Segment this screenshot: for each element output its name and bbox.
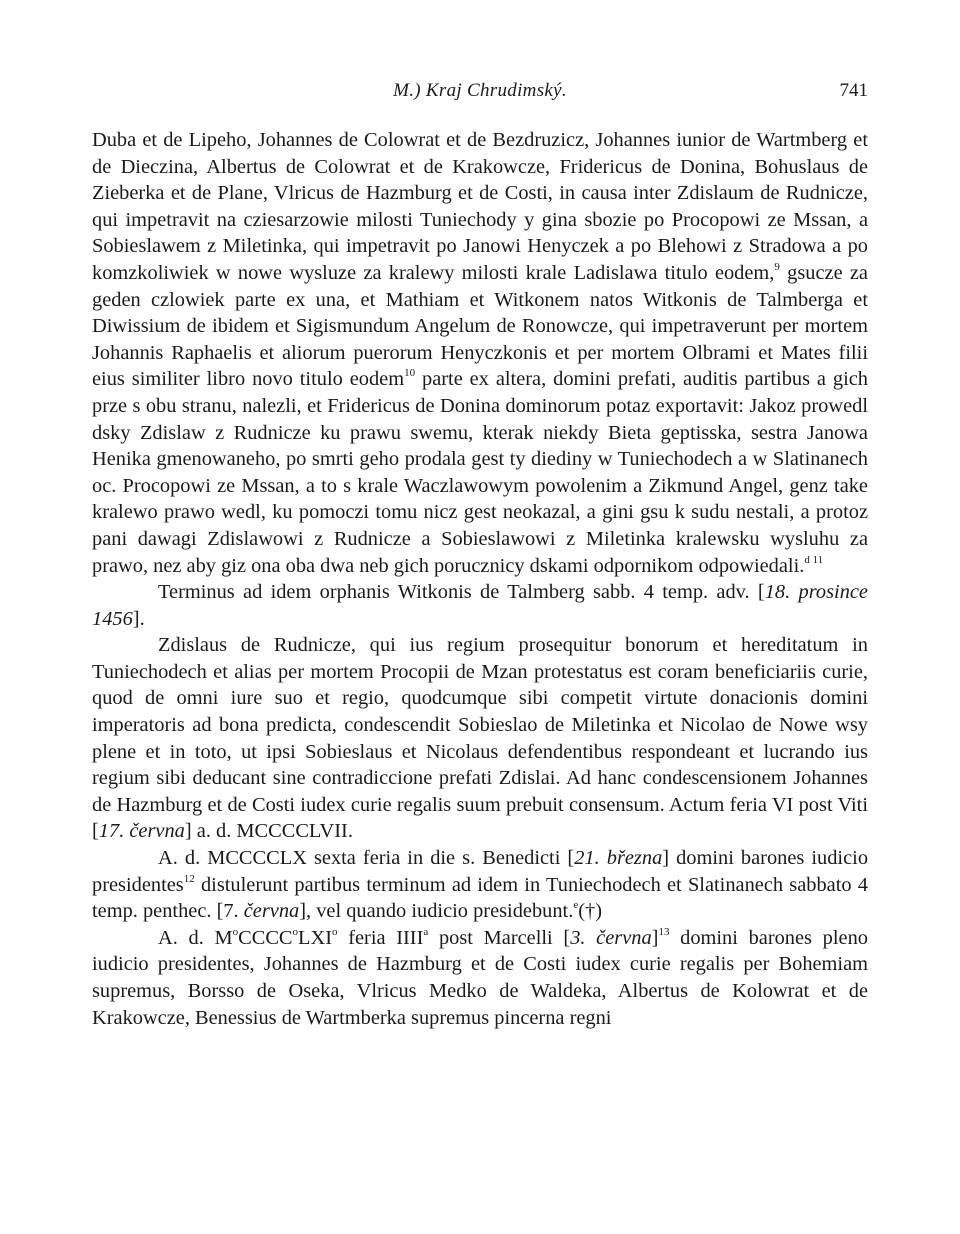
text-run: Zdislaus de Rudnicze, qui ius regium prosequitur bonorum et hereditatum in Tuniechodech et alias per mortem Procopii de Mzan protestatus est coram beneficiariis curie, quod de omni iure suo et regio, quodcumque sibi competit virtute donacionis domini imperatoris ad bona predicta, condescendit Sobieslao de Miletinka et Nicolao de Nowe wsy plene et in toto, ut ipsi Sobieslaus et Nicolaus defendentibus respondeant et lucrando ius regium sibi deducant sine contradiccione prefati Zdislai. Ad hanc condescensionem Johannes de Hazmburg et de Costi iudex curie regalis suum prebuit consensum. Actum feria VI post Viti [ xyxy=(92,634,868,843)
footnote-marker: o xyxy=(292,925,299,938)
footnote-marker: d 11 xyxy=(804,553,824,566)
footnote-marker: 9 xyxy=(774,260,780,273)
footnote-marker: 10 xyxy=(404,367,416,380)
text-run: distulerunt partibus terminum ad idem in Tuniechodech et Slatinanech sabbato 4 temp. penthec. [7. xyxy=(92,873,868,923)
italic-date: 3. června xyxy=(570,926,652,949)
text-run: gsucze za geden czlowiek parte ex una, et Mathiam et Witkonem natos Witkonis de Talmberga et Diwissium de ibidem et Sigismundum Angelum de Ronowcze, qui impetraverunt per mortem Johannis Raphaelis et aliorum puerorum Henyczkonis et per mortem Olbrami et Mates filii eius similiter libro novo titulo eodem xyxy=(92,261,868,391)
text-run: ]. xyxy=(132,607,145,630)
text-run: LXI xyxy=(298,926,333,949)
text-run: Terminus ad idem orphanis Witkonis de Talmberg sabb. 4 temp. adv. [ xyxy=(158,581,765,604)
text-run: feria IIII xyxy=(337,926,424,949)
page-number: 741 xyxy=(839,80,868,101)
text-run: A. d. MCCCCLX sexta feria in die s. Benedicti [ xyxy=(158,847,575,870)
paragraph-zdislaus xyxy=(92,632,868,845)
body-text xyxy=(92,127,868,1031)
text-run: Duba et de Lipeho, Johannes de Colowrat et de Bezdruzicz, Johannes iunior de Wartmberg et de Dieczina, Albertus de Colowrat et de Krakowcze, Fridericus de Donina, Bohuslaus de Zieberka et de Plane, Vlricus de Hazmburg et de Costi, in causa inter Zdislaum de Rudnicze, qui impetravit na cziesarzowie milosti Tuniechody y gina sbozie po Procopowi ze Mssan, a Sobieslawem z Miletinka, qui impetravit po Janowi Henyczek a po Blehowi z Stradowa a po komzkoliwiek w nowe wysluze za kralewy milosti krale Ladislawa titulo eodem, xyxy=(92,129,868,284)
text-run: CCCC xyxy=(238,926,293,949)
text-run: ] xyxy=(651,926,659,949)
text-run: (†) xyxy=(578,900,602,923)
italic-date: 17. června xyxy=(98,820,185,843)
paragraph-1460 xyxy=(92,845,868,925)
running-title: M.) Kraj Chrudimský. xyxy=(393,80,567,101)
text-run: post Marcelli [ xyxy=(428,926,571,949)
text-run: parte ex altera, domini prefati, auditis partibus a gich prze s obu stranu, nalezli, et Fridericus de Donina dominorum potaz exportavit: Jakoz prowedl dsky Zdislaw z Rudnicze ku prawu swemu, kterak niekdy Bieta geptisska, sestra Janowa Henika gmenowaneho, po smrti geho prodala gest ty diediny w Tuniechodech a w Slatinanech oc. Procopowi ze Mssan, a to s krale Waczlawowym powolenim a Zikmund Angel, genz take kralewo prawo wedl, ku pomoczi tomu nicz gest neokazal, a gini gsu k sudu nestali, a protoz pani dawagi Zdislawowi z Rudnicze a Sobieslawowi z Miletinka kralewsku wysluhu za prawo, nez aby giz ona oba dwa neb gich porucznicy dskami odpornikom odpowiedali. xyxy=(92,368,869,577)
italic-date: června xyxy=(243,900,300,923)
paragraph-continued xyxy=(92,127,868,579)
paragraph-terminus xyxy=(92,579,868,632)
footnote-marker: o xyxy=(232,925,239,938)
text-run: ], vel quando iudicio presidebunt. xyxy=(299,900,574,923)
footnote-marker: a xyxy=(423,925,429,938)
text-run: domini barones pleno iudicio presidentes, Johannes de Hazmburg et de Costi iudex curie regalis per Bohemiam supremus, Borsso de Oseka, Vlricus Medko de Waldeka, Albertus de Kolowrat et de Krakowcze, Benessius de Wartmberka supremus pincerna regni xyxy=(92,926,868,1029)
italic-date: 21. března xyxy=(574,847,663,870)
paragraph-1461 xyxy=(92,925,868,1031)
text-run: ] a. d. MCCCCLVII. xyxy=(184,820,353,843)
text-run: ] domini barones iudicio presidentes xyxy=(92,847,869,896)
text-run: A. d. M xyxy=(158,926,233,949)
footnote-marker: o xyxy=(332,925,338,938)
footnote-marker: 13 xyxy=(658,925,670,938)
italic-date: 18. prosince 1456 xyxy=(92,581,868,630)
footnote-marker: e xyxy=(573,899,579,912)
running-head xyxy=(92,80,868,108)
footnote-marker: 12 xyxy=(183,872,195,885)
